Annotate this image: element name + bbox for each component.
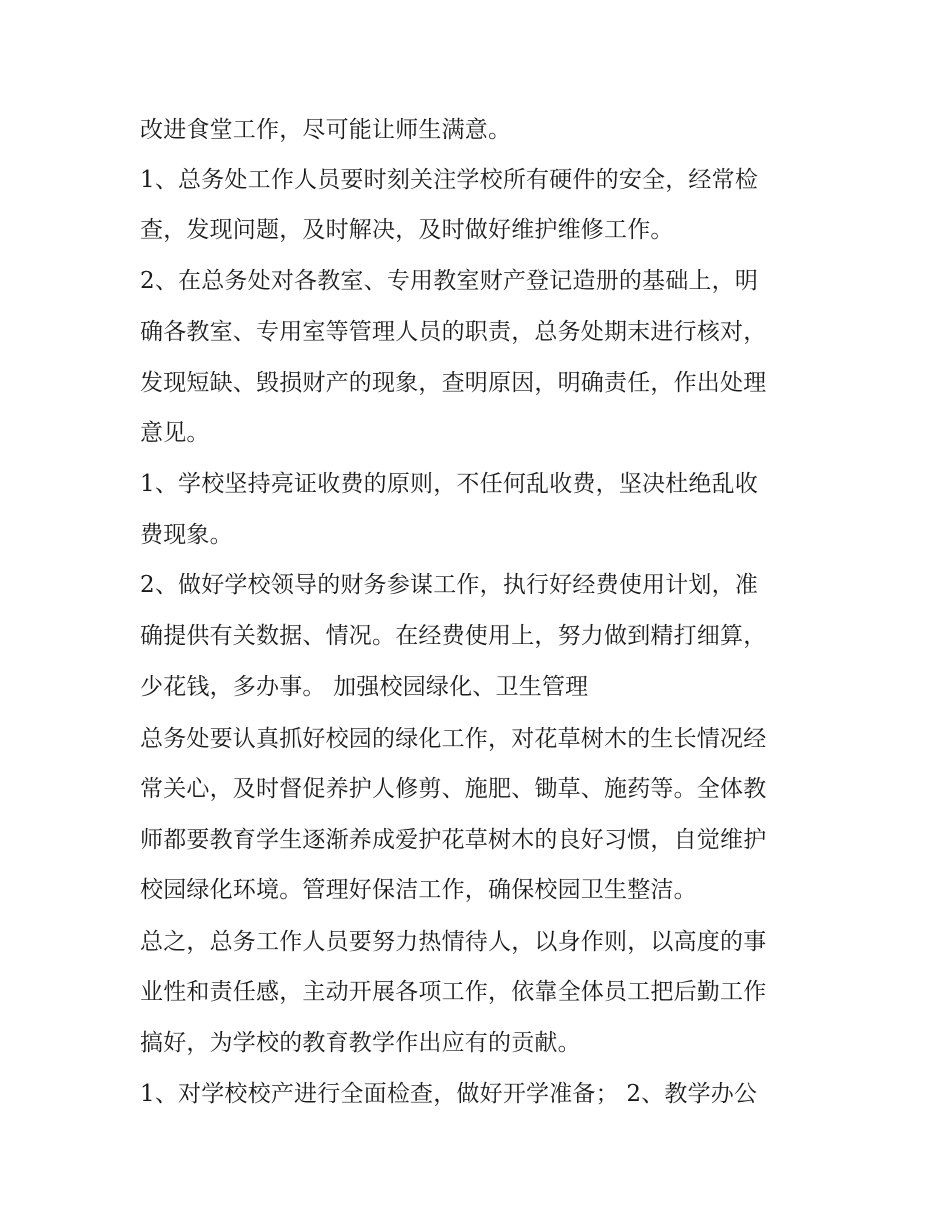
- text-line: 确各教室、专用室等管理人员的职责，总务处期末进行核对，: [140, 319, 767, 345]
- text-line: 师都要教育学生逐渐养成爱护花草树木的良好习惯，自觉维护: [140, 827, 767, 853]
- text-line: 2、做好学校领导的财务参谋工作，执行好经费使用计划，准: [140, 572, 759, 598]
- text-line: 常关心，及时督促养护人修剪、施肥、锄草、施药等。全体教: [140, 776, 767, 802]
- text-line: 少花钱，多办事。 加强校园绿化、卫生管理: [140, 674, 589, 700]
- text-line: 查，发现问题，及时解决，及时做好维护维修工作。: [140, 217, 674, 243]
- text-line: 费现象。: [140, 522, 233, 548]
- text-line: 搞好，为学校的教育教学作出应有的贡献。: [140, 1030, 581, 1056]
- text-line: 总务处要认真抓好校园的绿化工作，对花草树木的生长情况经: [140, 726, 767, 752]
- text-line: 校园绿化环境。管理好保洁工作，确保校园卫生整洁。: [140, 877, 697, 903]
- text-line: 意见。: [140, 420, 210, 446]
- text-line: 改进食堂工作，尽可能让师生满意。: [140, 117, 512, 143]
- text-line: 业性和责任感，主动开展各项工作，依靠全体员工把后勤工作: [140, 979, 767, 1005]
- text-line: 1、总务处工作人员要时刻关注学校所有硬件的安全，经常检: [140, 167, 759, 193]
- text-line: 发现短缺、毁损财产的现象，查明原因，明确责任，作出处理: [140, 370, 767, 396]
- text-line: 1、对学校校产进行全面检查，做好开学准备； 2、教学办公: [140, 1081, 758, 1107]
- text-line: 1、学校坚持亮证收费的原则，不任何乱收费，坚决杜绝乱收: [140, 471, 759, 497]
- text-line: 总之，总务工作人员要努力热情待人，以身作则，以高度的事: [140, 929, 767, 955]
- text-line: 确提供有关数据、情况。在经费使用上，努力做到精打细算，: [140, 623, 767, 649]
- text-line: 2、在总务处对各教室、专用教室财产登记造册的基础上，明: [140, 268, 759, 294]
